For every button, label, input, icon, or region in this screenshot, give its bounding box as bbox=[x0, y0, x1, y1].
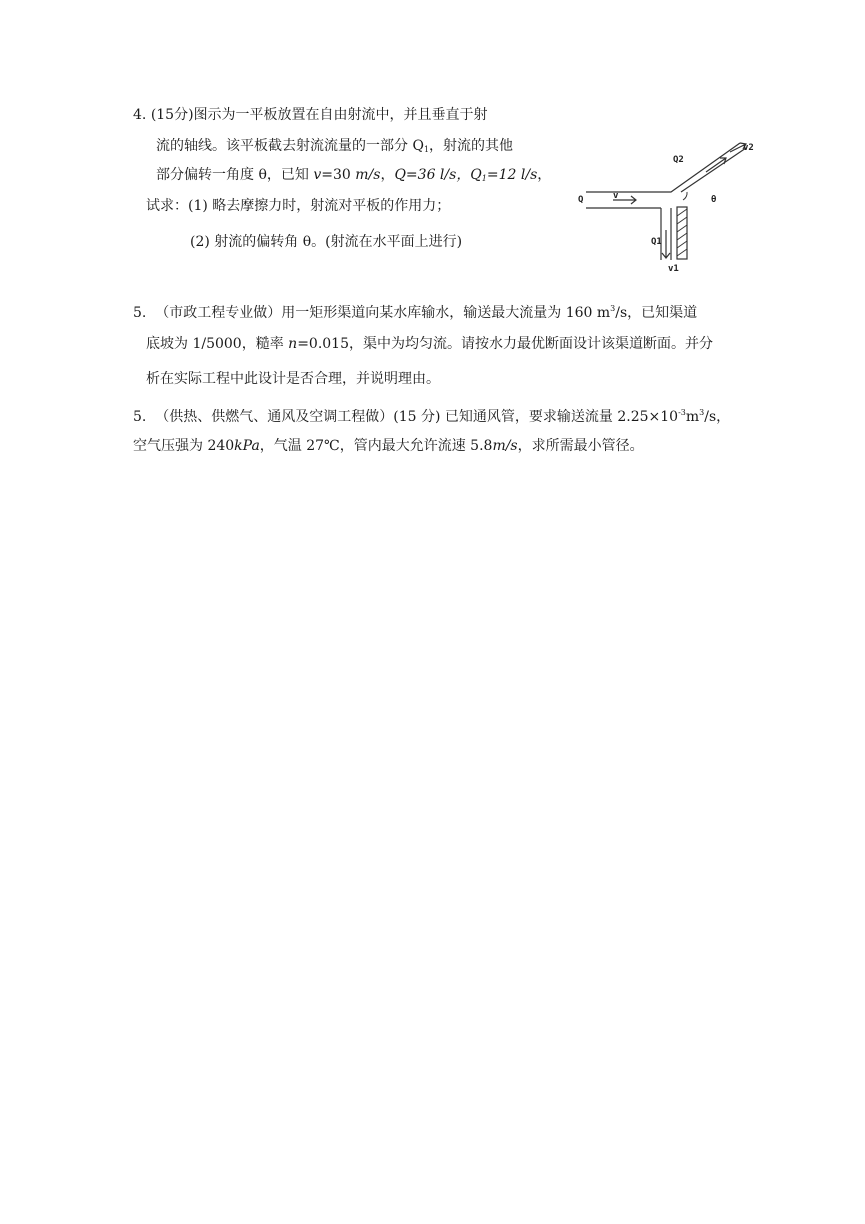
q1-arrow bbox=[662, 230, 670, 258]
q4-line-5 bbox=[190, 233, 462, 251]
q5a-line-2 bbox=[146, 335, 713, 353]
q5a-text-1: （市政工程专业做）用一矩形渠道向某水库输水，输送最大流量为 160 m bbox=[155, 305, 611, 321]
label-v1: v1 bbox=[668, 264, 679, 274]
q5a-sup: 3 bbox=[610, 304, 616, 313]
q5b-kpa: kPa bbox=[234, 438, 260, 454]
q4-line-2 bbox=[156, 137, 513, 159]
label-theta: θ bbox=[711, 195, 717, 205]
label-v2: v2 bbox=[743, 143, 754, 153]
label-q: Q bbox=[578, 195, 584, 205]
q4-line-1 bbox=[133, 106, 488, 124]
q5b-text-2c: ，求所需最小管径。 bbox=[517, 438, 644, 454]
q4-text-2: 流的轴线。该平板截去射流流量的一部分 Q bbox=[156, 138, 424, 154]
q4-v-symbol: v bbox=[313, 167, 322, 183]
q5b-text-2: 空气压强为 240 bbox=[133, 438, 235, 454]
q4-q1-sub-2: 1 bbox=[481, 174, 487, 183]
q5a-text-1b: /s，已知渠道 bbox=[615, 305, 698, 321]
q5b-number: 5. bbox=[133, 409, 147, 425]
label-q1: Q1 bbox=[651, 237, 662, 247]
label-q2: Q2 bbox=[673, 155, 684, 165]
q5b-text-1: （供热、供燃气、通风及空调工程做）(15 分) 已知通风管，要求输送流量 2.25×10 bbox=[155, 409, 679, 425]
q5a-line-1 bbox=[133, 300, 697, 322]
q4-score: (15分) bbox=[150, 107, 194, 123]
q5b-line-1 bbox=[133, 404, 730, 426]
theta-arc bbox=[683, 192, 687, 200]
q5b-text-1b: /s， bbox=[704, 409, 731, 425]
branch-q2-edge bbox=[681, 148, 746, 192]
q5b-text-2b: ，气温 27℃，管内最大允许流速 5.8 bbox=[259, 438, 493, 454]
q4-q-value: Q=36 l/s bbox=[394, 167, 457, 183]
q4-text-3: 部分偏转一角度 θ，已知 bbox=[156, 167, 314, 183]
q5a-text-2: 底坡为 1/5000，糙率 bbox=[146, 336, 289, 352]
q4-text-4: 试求：(1) 略去摩擦力时，射流对平板的作用力； bbox=[146, 198, 451, 214]
q4-text-2-tail: ，射流的其他 bbox=[429, 138, 514, 154]
q4-v-value: =30 bbox=[321, 167, 356, 183]
q4-number: 4. bbox=[133, 107, 147, 123]
q5a-number: 5. bbox=[133, 305, 147, 321]
q5b-unit-m: m bbox=[685, 409, 700, 425]
q4-v-unit: m/s bbox=[355, 167, 381, 183]
q4-q1-value: =12 l/s bbox=[486, 167, 538, 183]
q4-sep: ， bbox=[380, 167, 395, 183]
q4-text-1: 图示为一平板放置在自由射流中，并且垂直于射 bbox=[193, 107, 488, 123]
q5a-text-3: 析在实际工程中此设计是否合理，并说明理由。 bbox=[146, 371, 440, 387]
q4-text-5: (2) 射流的偏转角 θ。(射流在水平面上进行) bbox=[190, 234, 463, 250]
q5a-line-3 bbox=[146, 370, 440, 388]
q4-line-3 bbox=[156, 166, 551, 188]
q5a-text-2b: =0.015，渠中为均匀流。请按水力最优断面设计该渠道断面。并分 bbox=[297, 336, 713, 352]
q5b-sup-1: -3 bbox=[678, 408, 686, 417]
label-v: v bbox=[613, 191, 619, 201]
q5b-line-2 bbox=[133, 437, 644, 455]
q5a-n-symbol: n bbox=[288, 336, 298, 352]
q4-line-4 bbox=[146, 197, 450, 215]
q4-end: ， bbox=[537, 167, 552, 183]
q5b-sup-2: 3 bbox=[699, 408, 705, 417]
q4-q1-sub: 1 bbox=[423, 145, 430, 154]
q5b-ms: m/s bbox=[492, 438, 518, 454]
q4-q1-symbol: ，Q bbox=[456, 167, 482, 183]
jet-plate-diagram bbox=[568, 134, 758, 276]
